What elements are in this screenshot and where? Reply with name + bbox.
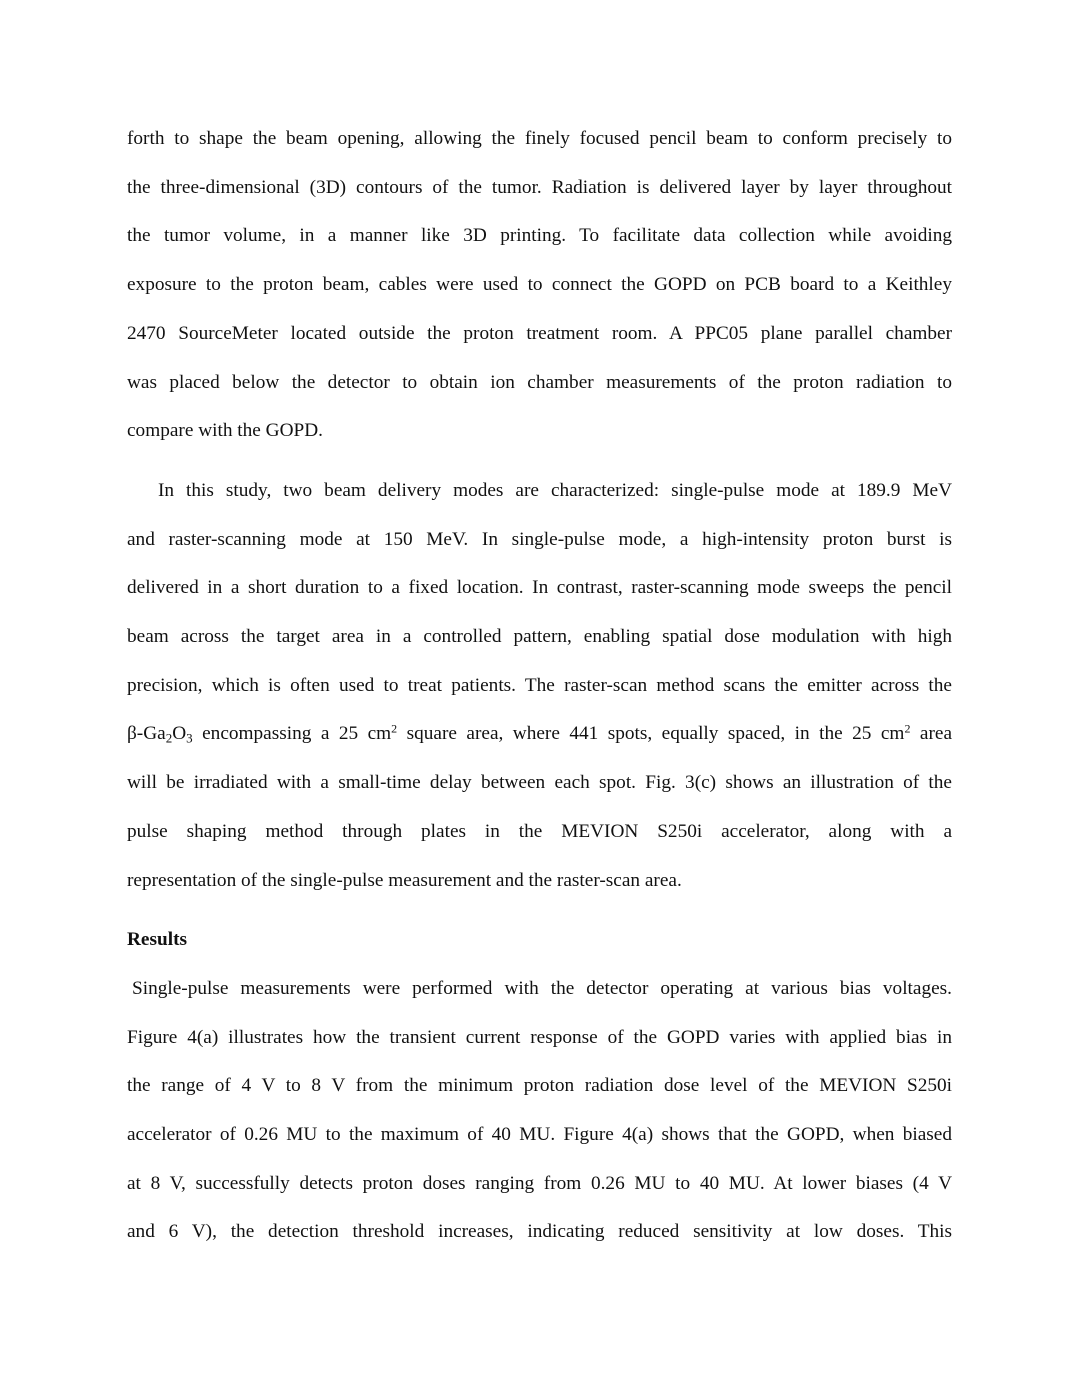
text-line: 2470 SourceMeter located outside the proton treatment room. A PPC05 plane parallel chamber	[127, 322, 952, 344]
text-line: In this study, two beam delivery modes are characterized: single-pulse mode at 189.9 MeV	[158, 479, 952, 501]
formula-text: area	[910, 723, 952, 745]
text-line: the tumor volume, in a manner like 3D printing. To facilitate data collection while avoiding	[127, 225, 952, 247]
subscript: 2	[165, 730, 173, 746]
text-line: will be irradiated with a small-time delay between each spot. Fig. 3(c) shows an illustration of the	[127, 772, 952, 794]
paragraph-results	[127, 965, 952, 1257]
superscript: 2	[391, 721, 398, 736]
paragraph-beam-shaping	[127, 115, 952, 456]
text-line: beam across the target area in a controlled pattern, enabling spatial dose modulation with high	[127, 626, 952, 648]
text-line: precision, which is often used to treat patients. The raster-scan method scans the emitter across the	[127, 674, 952, 696]
superscript: 2	[904, 721, 911, 736]
text-line: and raster-scanning mode at 150 MeV. In single-pulse mode, a high-intensity proton burst is	[127, 528, 952, 550]
text-line: the three-dimensional (3D) contours of the tumor. Radiation is delivered layer by layer throughout	[127, 176, 952, 198]
formula-text: square area, where 441 spots, equally spaced, in the 25 cm	[397, 723, 905, 745]
text-line: pulse shaping method through plates in the MEVION S250i accelerator, along with a	[127, 820, 952, 842]
text-line: Single-pulse measurements were performed with the detector operating at various bias voltages.	[132, 977, 952, 999]
text-line: delivered in a short duration to a fixed location. In contrast, raster-scanning mode sweeps the pencil	[127, 577, 952, 599]
formula-text: encompassing a 25 cm	[192, 723, 392, 745]
text-line: and 6 V), the detection threshold increases, indicating reduced sensitivity at low doses. This	[127, 1221, 952, 1243]
formula-prefix: β-Ga	[127, 723, 166, 745]
text-line: at 8 V, successfully detects proton doses ranging from 0.26 MU to 40 MU. At lower biases (4 V	[127, 1172, 952, 1194]
text-line: Figure 4(a) illustrates how the transient current response of the GOPD varies with applied bias in	[127, 1026, 952, 1048]
text-line: exposure to the proton beam, cables were used to connect the GOPD on PCB board to a Keithley	[127, 274, 952, 296]
text-line: representation of the single-pulse measurement and the raster-scan area.	[127, 869, 682, 891]
text-line: forth to shape the beam opening, allowing the finely focused pencil beam to conform precisely to	[127, 128, 952, 149]
document-page	[127, 115, 952, 1257]
subscript: 3	[186, 730, 193, 746]
text-line: the range of 4 V to 8 V from the minimum proton radiation dose level of the MEVION S250i	[127, 1075, 952, 1097]
text-line: was placed below the detector to obtain ion chamber measurements of the proton radiation to	[127, 371, 952, 393]
text-line: compare with the GOPD.	[127, 420, 323, 442]
formula-text: O	[172, 723, 187, 745]
paragraph-beam-delivery-modes	[127, 467, 952, 905]
text-line: accelerator of 0.26 MU to the maximum of 40 MU. Figure 4(a) shows that the GOPD, when biased	[127, 1124, 952, 1146]
section-heading-results: Results	[127, 929, 187, 951]
text-line-formula	[127, 710, 952, 759]
